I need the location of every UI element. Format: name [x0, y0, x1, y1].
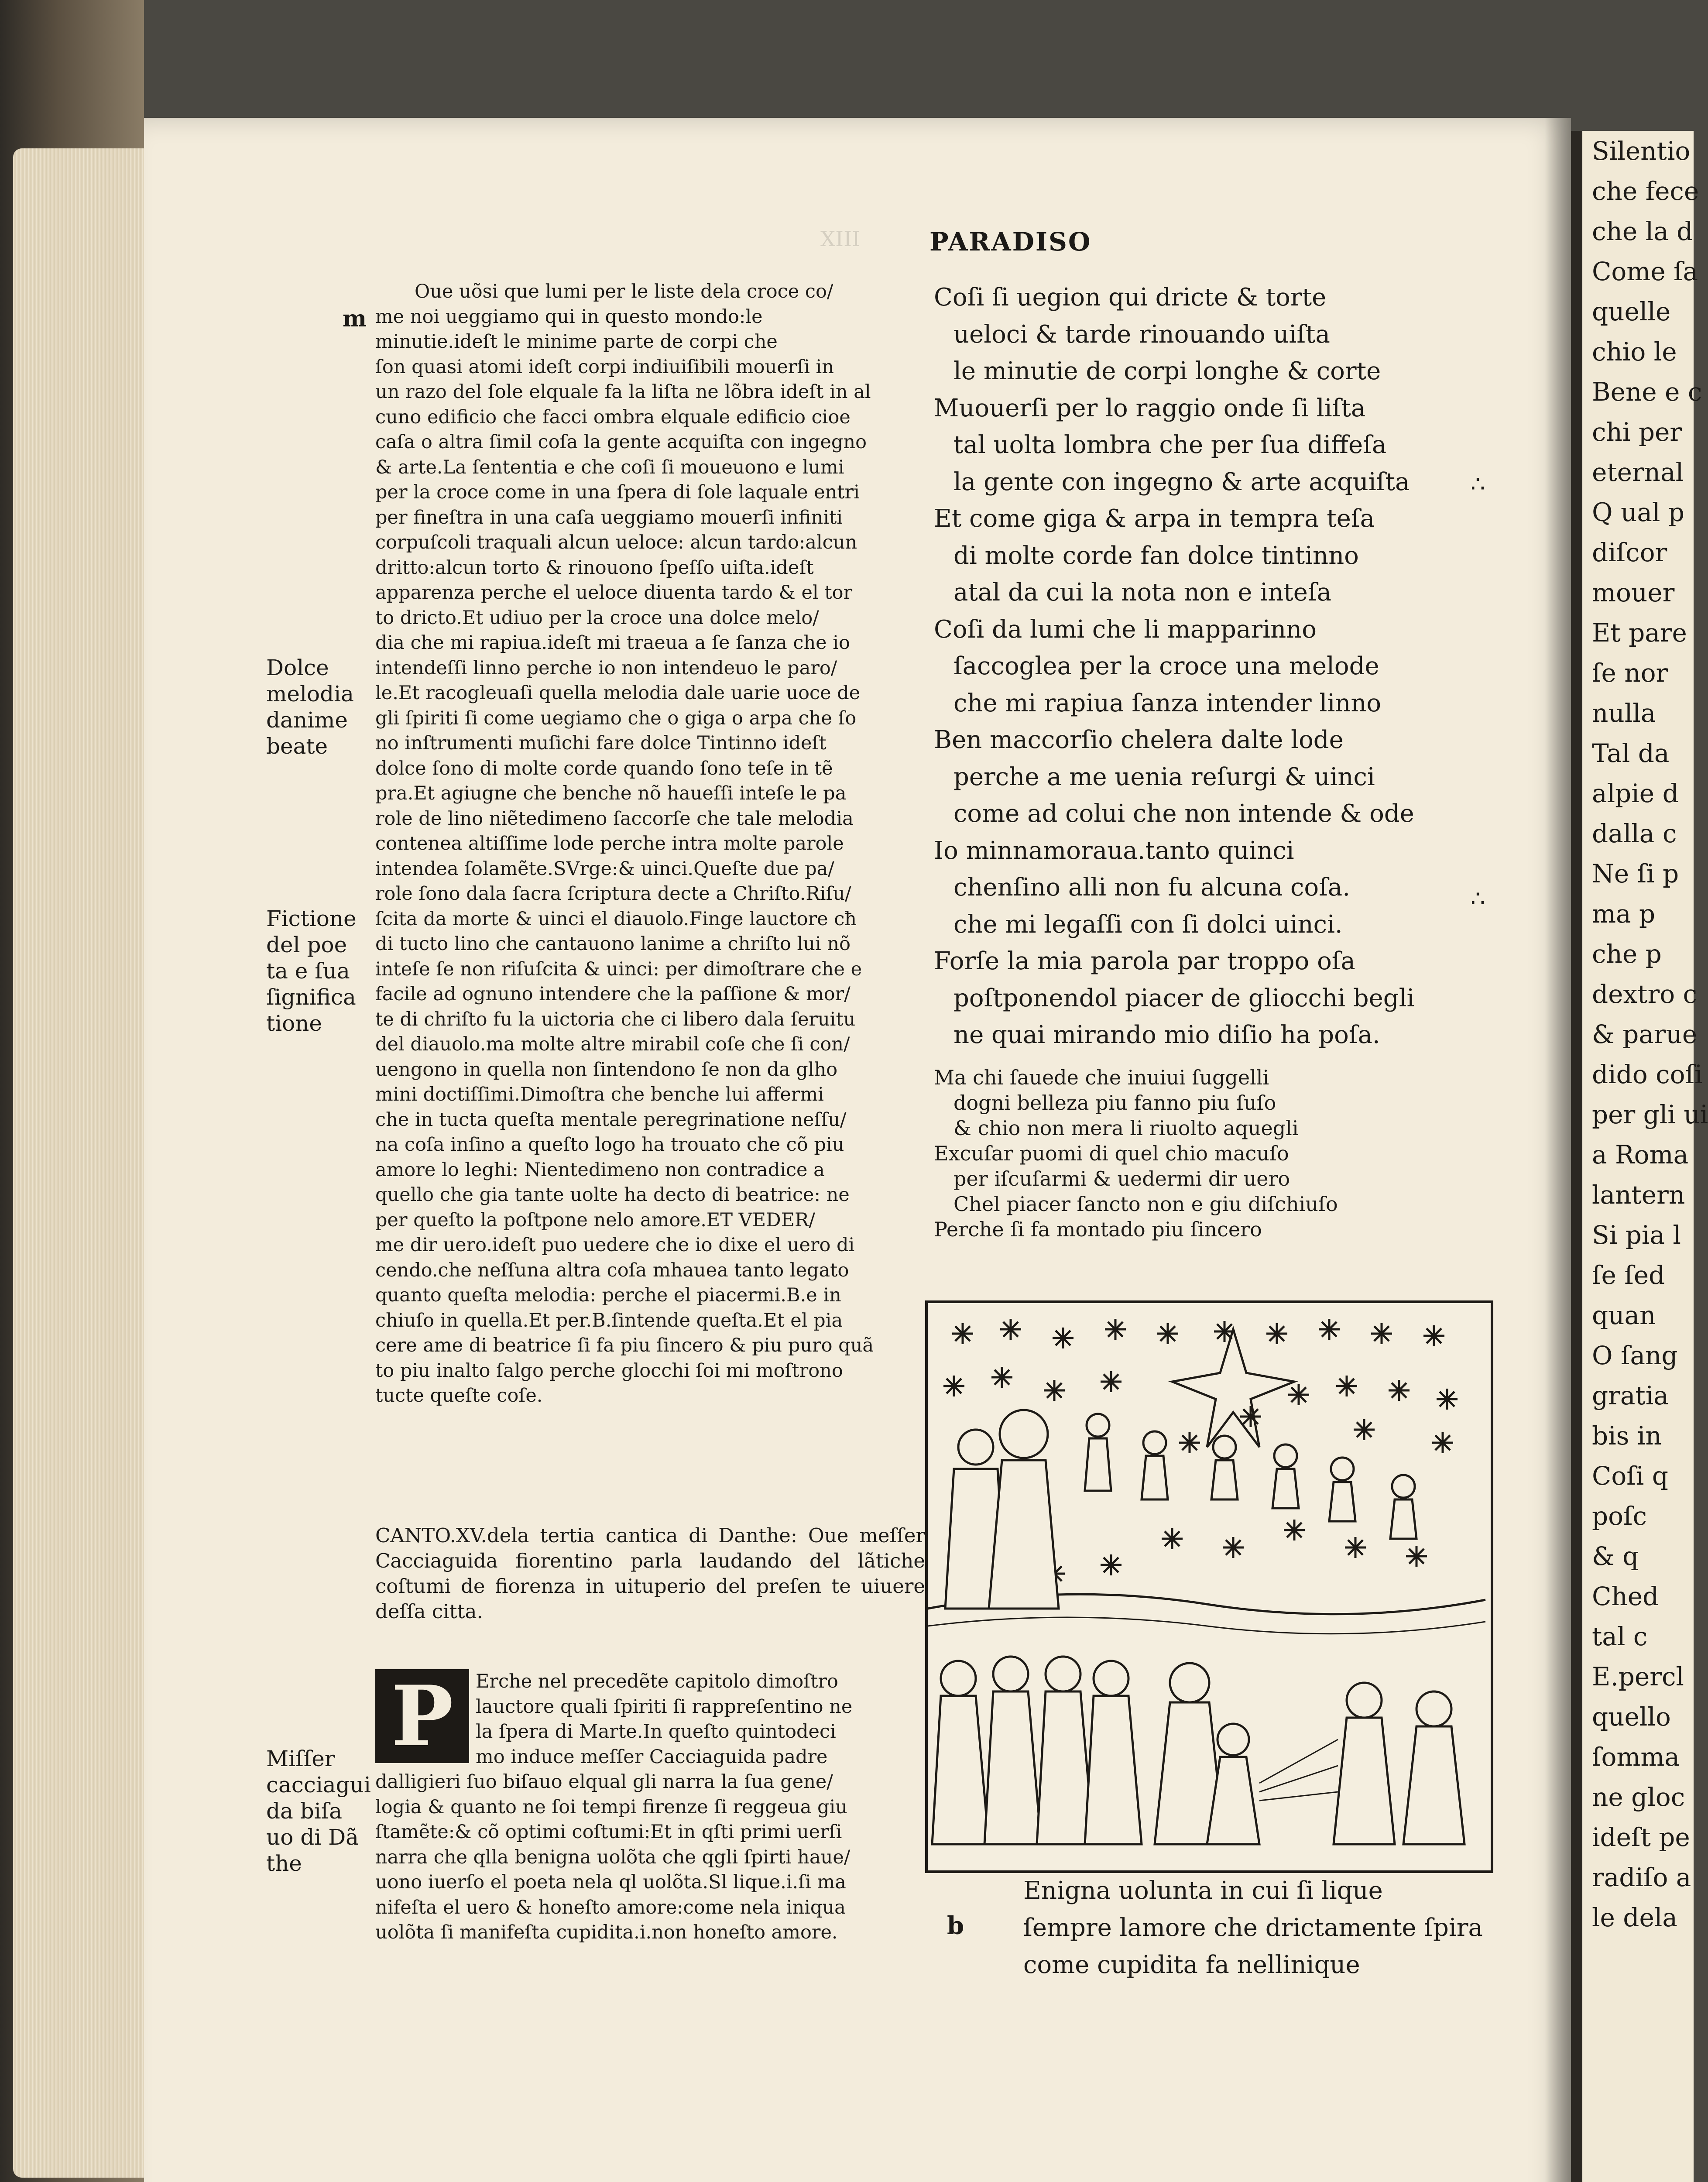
- commentary-line: no inſtrumenti muſichi fare dolce Tintinno ideſt: [375, 732, 827, 754]
- commentary-line: minutie.ideſt le minime parte de corpi che: [375, 331, 778, 353]
- verse-line: ſempre lamore che drictamente ſpira: [1023, 1914, 1483, 1942]
- commentary-line: Erche nel precedẽte capitolo dimoſtro: [476, 1671, 838, 1692]
- commentary-line: dolce ſono di molte corde quando ſono teſe in tẽ: [375, 757, 833, 779]
- right-page-line: & q: [1592, 1541, 1639, 1571]
- commentary-line: to dricto.Et udiuo per la croce una dolce melo/: [375, 607, 819, 629]
- right-page-line: chio le: [1592, 337, 1677, 367]
- commentary-line: mo induce meſſer Cacciaguida padre: [476, 1746, 828, 1768]
- commentary-line: uengono in quella non ſintendono ſe non da glho: [375, 1058, 838, 1081]
- right-page-line: che fece: [1592, 176, 1699, 206]
- commentary-line: la ſpera di Marte.In queſto quintodeci: [476, 1721, 836, 1743]
- right-page-line: eternal: [1592, 457, 1684, 487]
- verse-line: Et come giga & arpa in tempra teſa: [934, 504, 1375, 533]
- right-page-line: lantern: [1592, 1180, 1685, 1210]
- right-page-line: che p: [1592, 939, 1662, 969]
- page-stack-edge: [13, 148, 157, 2178]
- right-page-line: Coſi q: [1592, 1461, 1668, 1491]
- right-page-line: diſcor: [1592, 538, 1667, 567]
- margin-note-3: Miſſer cacciagui da biſa uo di Dã the: [266, 1746, 371, 1876]
- margin-note-2: Fictione del poe ta e ſua ſignifica tione: [266, 906, 357, 1036]
- right-page-line: Bene e c: [1592, 377, 1702, 407]
- verse-line: Coſi da lumi che li mapparinno: [934, 615, 1317, 644]
- commentary-line: cendo.che neſſuna altra coſa mhauea tanto legato: [375, 1259, 849, 1281]
- right-page-line: & parue: [1592, 1019, 1698, 1049]
- commentary-line: cere ame di beatrice ſi fa piu ſincero & piu puro quã: [375, 1335, 874, 1356]
- commentary-line: pra.Et agiugne che benche nõ haueſſi inteſe le pa: [375, 782, 847, 804]
- verse-line: che mi legaſſi con ſi dolci uinci.: [953, 910, 1343, 939]
- right-page-line: a Roma: [1592, 1140, 1689, 1170]
- verse-line: le minutie de corpi longhe & corte: [953, 357, 1381, 385]
- right-page-line: mouer: [1592, 578, 1675, 607]
- verse-block-small: [934, 1065, 1523, 1242]
- verse-mark: ∴: [1471, 471, 1485, 497]
- show-through-text: XIII: [820, 227, 861, 251]
- right-page-line: Ched: [1592, 1582, 1659, 1611]
- right-page-line: E.percl: [1592, 1662, 1684, 1691]
- right-page-line: ma p: [1592, 899, 1656, 929]
- right-page-line: radiſo a: [1592, 1863, 1691, 1892]
- commentary-block-2: [375, 1669, 925, 1945]
- verse-block: [934, 279, 1523, 1054]
- commentary-line: per queſto la poſtpone nelo amore.ET VEDER/: [375, 1209, 815, 1231]
- comment-initial: m: [343, 305, 367, 332]
- right-page-line: dido coſi: [1592, 1060, 1703, 1089]
- commentary-line: nifeſta el uero & honeſto amore:come nela iniqua: [375, 1896, 846, 1918]
- woodcut-drawing: [928, 1303, 1485, 1865]
- decorated-initial: P: [375, 1669, 469, 1763]
- commentary-line: me dir uero.ideſt puo uedere che io dixe el uero di: [375, 1234, 855, 1256]
- commentary-line: apparenza perche el ueloce diuenta tardo & el tor: [375, 582, 853, 604]
- commentary-line: dia che mi rapiua.ideſt mi traeua a ſe ſanza che io: [375, 632, 850, 654]
- right-page-line: ne gloc: [1592, 1782, 1685, 1812]
- commentary-line: le.Et racogleuaſi quella melodia dale uarie uoce de: [375, 682, 861, 704]
- verse-line-small: Chel piacer ſancto non e giu diſchiuſo: [953, 1192, 1338, 1216]
- right-page-line: quello: [1592, 1702, 1671, 1732]
- commentary-line: dalligieri ſuo biſauo elqual gli narra la ſua gene/: [375, 1771, 833, 1793]
- right-page-line: alpie d: [1592, 779, 1679, 808]
- right-page-line: quelle: [1592, 297, 1671, 326]
- right-page-line: ſe nor: [1592, 658, 1668, 688]
- woodcut-illustration: [925, 1300, 1493, 1873]
- right-page-line: Si pia l: [1592, 1220, 1681, 1250]
- right-page-line: quan: [1592, 1300, 1656, 1330]
- commentary-line: corpuſcoli traquali alcun ueloce: alcun tardo:alcun: [375, 532, 857, 553]
- commentary-line: quello che gia tante uolte ha decto di beatrice: ne: [375, 1184, 850, 1206]
- verse-line: tal uolta lombra che per ſua diffeſa: [953, 431, 1387, 459]
- right-page-line: ſe ſed: [1592, 1260, 1665, 1290]
- commentary-line: na coſa inſino a queſto logo ha trouato che cõ piu: [375, 1134, 844, 1156]
- commentary-line: me noi ueggiamo qui in questo mondo:le: [375, 305, 763, 328]
- verse-line-small: per iſcuſarmi & uedermi dir uero: [953, 1167, 1290, 1190]
- verse-line: Muouerſi per lo raggio onde ſi liſta: [934, 394, 1366, 422]
- commentary-line: un razo del ſole elquale fa la liſta ne lõbra ideſt in al: [375, 381, 871, 403]
- commentary-line: intendea ſolamẽte.SVrge:& uinci.Queſte due pa/: [375, 858, 834, 880]
- right-page-fragment: [1571, 131, 1708, 2182]
- commentary-line: cuno edificio che facci ombra elquale edificio cioe: [375, 406, 851, 428]
- verse-line: Enigna uolunta in cui ſi lique: [1023, 1877, 1383, 1905]
- commentary-line: chiuſo in quella.Et per.B.ſintende queſta.Et el pia: [375, 1309, 843, 1331]
- right-page-line: le dela: [1592, 1903, 1677, 1932]
- commentary-line: del diauolo.ma molte altre mirabil coſe che ſi con/: [375, 1033, 850, 1055]
- commentary-line: to piu inalto ſalgo perche glocchi ſoi mi moſtrono: [375, 1359, 843, 1382]
- commentary-line: ſcita da morte & uinci el diauolo.Finge lauctore cħ: [375, 908, 857, 930]
- commentary-line: per fineſtra in una caſa ueggiamo mouerſi infiniti: [375, 506, 843, 528]
- right-page-line: dalla c: [1592, 819, 1677, 848]
- verse-line-small: Ma chi ſauede che inuiui ſuggelli: [934, 1066, 1269, 1089]
- right-page-line: poſc: [1592, 1501, 1647, 1531]
- verse-line: ueloci & tarde rinouando uiſta: [953, 320, 1330, 349]
- commentary-line: Oue uõsi que lumi per le liste dela croce co/: [415, 281, 833, 302]
- commentary-block: [375, 279, 925, 1409]
- commentary-line: caſa o altra ſimil coſa la gente acquiſta con ingegno: [375, 431, 867, 453]
- verse-line: Ben maccorſio chelera dalte lode: [934, 726, 1344, 754]
- verse-line: che mi rapiua ſanza intender linno: [953, 689, 1382, 717]
- right-page-line: dextro c: [1592, 979, 1698, 1009]
- verse-line: ſaccoglea per la croce una melode: [953, 652, 1379, 680]
- right-page-line: per gli ui: [1592, 1100, 1708, 1129]
- verse-line: Io minnamoraua.tanto quinci: [934, 836, 1294, 865]
- commentary-line: role ſono dala ſacra ſcriptura decte a Chriſto.Riſu/: [375, 883, 851, 905]
- right-page-line: ideſt pe: [1592, 1822, 1690, 1852]
- verse-line: Forſe la mia parola par troppo oſa: [934, 947, 1355, 975]
- commentary-line: di tucto lino che cantauono lanime a chriſto lui nõ: [375, 933, 851, 955]
- verse-line: atal da cui la nota non e inteſa: [953, 578, 1332, 607]
- commentary-line: & arte.La ſententia e che coſi ſi moueuono e lumi: [375, 456, 844, 478]
- right-page-line: O ſang: [1592, 1341, 1678, 1370]
- right-page-line: Et pare: [1592, 618, 1687, 648]
- right-page-line: Q ual p: [1592, 497, 1685, 527]
- canto-heading: CANTO.XV.dela tertia cantica di Danthe: Oue meſſer Cacciaguida fiorentino parla laudando del lãtiche coſtumi de fiorenza in uituperio del preſen te uiuere deſſa citta.: [375, 1524, 925, 1623]
- commentary-line: intendeſſi linno perche io non intendeuo le paro/: [375, 657, 837, 679]
- commentary-line: che in tucta queſta mentale peregrinatione neſſu/: [375, 1108, 847, 1131]
- verse-line-small: dogni belleza piu fanno piu ſuſo: [953, 1091, 1276, 1115]
- commentary-line: dritto:alcun torto & rinouono ſpeſſo uiſta.ideſt: [375, 556, 814, 579]
- commentary-line: facile ad ognuno intendere che la paſſione & mor/: [375, 983, 851, 1005]
- commentary-line: quanto queſta melodia: perche el piacermi.B.e in: [375, 1284, 841, 1306]
- commentary-line: tucte queſte coſe.: [375, 1385, 543, 1407]
- verse-line: chenſino alli non fu alcuna coſa.: [953, 873, 1350, 902]
- verse-line-small: Perche ſi fa montado piu ſincero: [934, 1218, 1262, 1241]
- verse-line: come ad colui che non intende & ode: [953, 799, 1414, 828]
- commentary-line: uono iuerſo el poeta nela ql uolõta.Sl lique.i.ſi ma: [375, 1871, 846, 1893]
- commentary-line: role de lino niẽtedimeno ſaccorſe che tale melodia: [375, 807, 854, 830]
- right-page-line: bis in: [1592, 1421, 1662, 1451]
- running-title: PARADISO: [929, 227, 1092, 257]
- commentary-line: lauctore quali ſpiriti ſi rappreſentino ne: [476, 1695, 853, 1718]
- verse-line: di molte corde fan dolce tintinno: [953, 541, 1359, 570]
- right-page-line: Ne ſi p: [1592, 859, 1679, 889]
- right-page-line: nulla: [1592, 698, 1656, 728]
- verse-line: perche a me uenia reſurgi & uinci: [953, 762, 1375, 791]
- verse-line: come cupidita fa nellinique: [1023, 1951, 1360, 1979]
- commentary-line: amore lo leghi: Nientedimeno non contradice a: [375, 1159, 825, 1181]
- right-page-text: [1582, 131, 1708, 1938]
- margin-note-1: Dolce melodia danime beate: [266, 655, 354, 759]
- right-page-line: Come ſa: [1592, 257, 1698, 286]
- right-page-line: tal c: [1592, 1622, 1648, 1651]
- verse-block-after: [1023, 1872, 1547, 1983]
- verse-line: Coſi ſi uegion qui dricte & torte: [934, 283, 1327, 312]
- commentary-line: ſon quasi atomi ideſt corpi indiuiſibili mouerſi in: [375, 356, 834, 378]
- commentary-line: te di chriſto fu la uictoria che ci libero dala ſeruitu: [375, 1008, 856, 1030]
- right-page-line: Silentio: [1592, 136, 1691, 166]
- verse-line: poſtponendol piacer de gliocchi begli: [953, 984, 1415, 1012]
- commentary-line: logia & quanto ne ſoi tempi firenze ſi reggeua giu: [375, 1796, 847, 1818]
- commentary-line: per la croce come in una ſpera di ſole laquale entri: [375, 481, 860, 503]
- commentary-line: mini doctiſſimi.Dimoſtra che benche lui affermi: [375, 1084, 824, 1105]
- right-page-line: chi per: [1592, 417, 1682, 447]
- book-gutter: [1545, 118, 1571, 2182]
- right-page-line: Tal da: [1592, 738, 1670, 768]
- right-page-line: ſomma: [1592, 1742, 1680, 1772]
- commentary-line: ſtamẽte:& cõ optimi coſtumi:Et in qſti primi uerſi: [375, 1821, 842, 1843]
- right-page-line: che la d: [1592, 216, 1693, 246]
- verse-mark: ∴: [1471, 886, 1485, 912]
- commentary-line: uolõta ſi manifeſta cupidita.i.non honeſto amore.: [375, 1921, 838, 1943]
- right-page-line: gratia: [1592, 1381, 1669, 1410]
- verse-line-small: Excuſar puomi di quel chio macuſo: [934, 1142, 1289, 1165]
- large-star-mark: [1172, 1329, 1294, 1447]
- verse-line: la gente con ingegno & arte acquiſta: [953, 467, 1410, 496]
- commentary-line: gli ſpiriti ſi come uegiamo che o giga o arpa che ſo: [375, 707, 857, 729]
- signature-mark: b: [947, 1911, 964, 1940]
- commentary-line: inteſe ſe non riſuſcita & uinci: per dimoſtrare che e: [375, 958, 862, 980]
- commentary-line: narra che qlla benigna uolõta che qgli ſpirti haue/: [375, 1846, 851, 1868]
- verse-line: ne quai mirando mio diſio ha poſa.: [953, 1021, 1380, 1049]
- verse-line-small: & chio non mera li riuolto aquegli: [953, 1116, 1299, 1140]
- commentary-line: contenea altiſſime lode perche intra molte parole: [375, 833, 844, 854]
